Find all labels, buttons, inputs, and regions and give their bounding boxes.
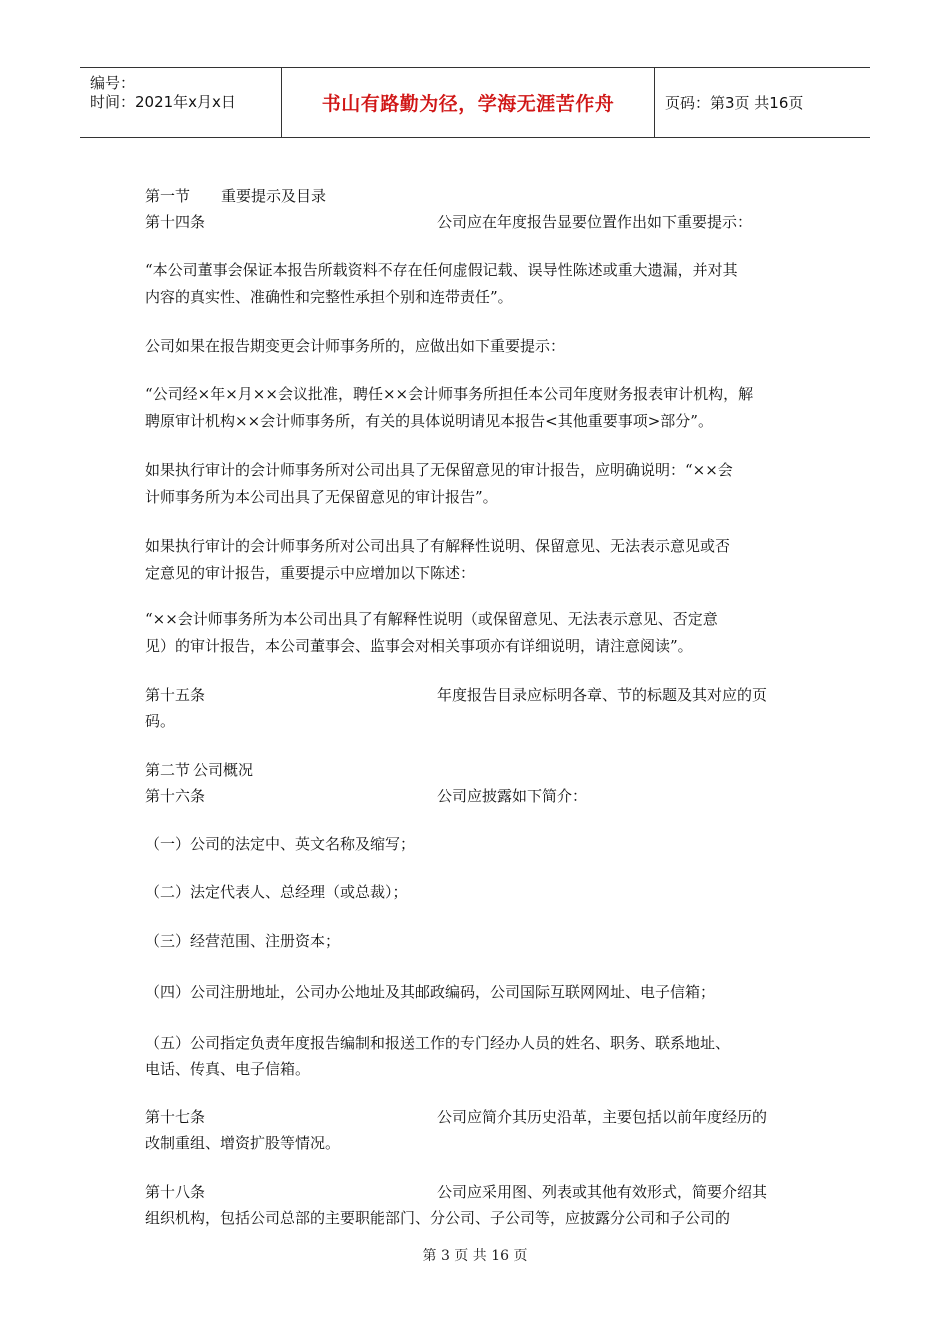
section-heading [145,184,327,208]
section-number: 第二节 [145,761,191,779]
article-number: 第十四条 [145,213,206,231]
text-line: 聘原审计机构××会计师事务所，有关的具体说明请见本报告<其他重要事项>部分”。 [145,412,713,430]
article-text: 公司应采用图、列表或其他有效形式，简要介绍其 [437,1183,768,1201]
text-line: 如果执行审计的会计师事务所对公司出具了有解释性说明、保留意见、无法表示意见或否 [145,537,731,555]
list-item: （二）法定代表人、总经理（或总裁）； [145,883,408,901]
article-line [145,1180,768,1204]
article-number: 第十六条 [145,787,206,805]
section-title: 重要提示及目录 [221,187,327,205]
number-label: 编号： [90,74,136,92]
text-line: 见）的审计报告，本公司董事会、监事会对相关事项亦有详细说明，请注意阅读”。 [145,637,693,655]
article-line [145,784,588,808]
article-text: 公司应简介其历史沿革，主要包括以前年度经历的 [437,1108,768,1126]
text-line: 如果执行审计的会计师事务所对公司出具了无保留意见的审计报告，应明确说明：“××会 [145,461,733,479]
motto: 书山有路勤为径，学海无涯苦作舟 [321,93,615,115]
header-meta [80,68,281,137]
text-line: 改制重组、增资扩股等情况。 [145,1134,341,1152]
article-number: 第十七条 [145,1108,206,1126]
section-number: 第一节 [145,187,191,205]
article-text: 年度报告目录应标明各章、节的标题及其对应的页 [437,686,768,704]
list-item: （五）公司指定负责年度报告编制和报送工作的专门经办人员的姓名、职务、联系地址、 [145,1034,731,1052]
text-line: “公司经×年×月××会议批准，聘任××会计师事务所担任本公司年度财务报表审计机构，解 [145,385,754,403]
text-line: 内容的真实性、准确性和完整性承担个别和连带责任”。 [145,288,513,306]
time-label: 时间：2021年x月x日 [90,93,236,111]
section-title: 公司概况 [193,761,254,779]
header-page-cell [655,68,870,137]
page-footer: 第 3 页 共 16 页 [422,1248,528,1264]
section-heading [145,758,254,782]
article-number: 第十五条 [145,686,206,704]
text-line: 计师事务所为本公司出具了无保留意见的审计报告”。 [145,488,498,506]
text-line: 电话、传真、电子信箱。 [145,1060,311,1078]
text-line: “××会计师事务所为本公司出具了有解释性说明（或保留意见、无法表示意见、否定意 [145,610,718,628]
text-line: “本公司董事会保证本报告所载资料不存在任何虚假记载、误导性陈述或重大遗漏，并对其 [145,261,738,279]
article-line [145,210,753,234]
page-header [80,67,870,138]
article-text: 公司应在年度报告显要位置作出如下重要提示： [437,213,753,231]
text-line: 定意见的审计报告，重要提示中应增加以下陈述： [145,564,476,582]
list-item: （四）公司注册地址，公司办公地址及其邮政编码，公司国际互联网网址、电子信箱； [145,983,716,1001]
article-text: 公司应披露如下简介： [437,787,588,805]
header-motto-cell [281,68,655,137]
article-line [145,683,768,707]
article-number: 第十八条 [145,1183,206,1201]
text-line: 码。 [145,712,176,730]
article-line [145,1105,768,1129]
list-item: （一）公司的法定中、英文名称及缩写； [145,835,416,853]
list-item: （三）经营范围、注册资本； [145,932,341,950]
page-info: 页码：第3页 共16页 [665,94,804,112]
text-line: 组织机构，包括公司总部的主要职能部门、分公司、子公司等，应披露分公司和子公司的 [145,1209,731,1227]
text-line: 公司如果在报告期变更会计师事务所的，应做出如下重要提示： [145,337,566,355]
